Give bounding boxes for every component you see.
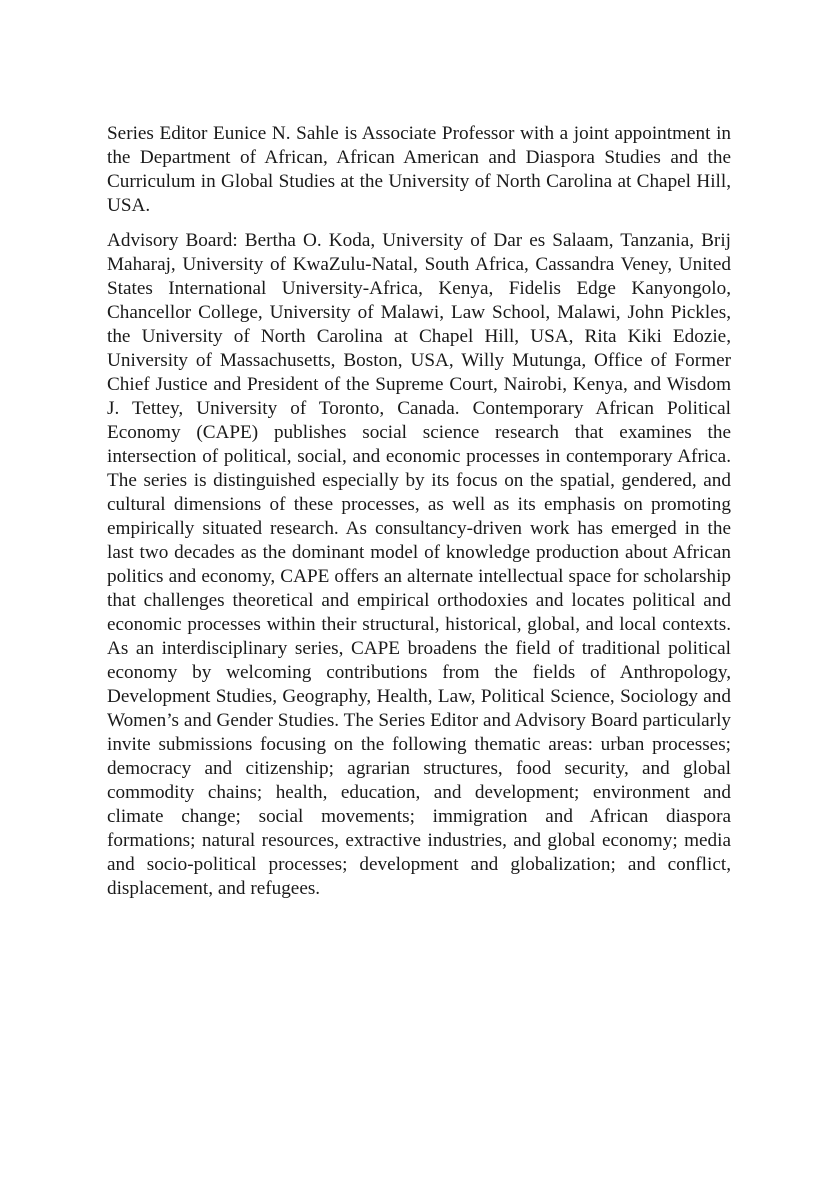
advisory-board-paragraph: Advisory Board: Bertha O. Koda, University of Dar es Salaam, Tanzania, Brij Maharaj, University of KwaZulu-Natal, South Africa, Cassandra Veney, United States International University-Africa, Kenya, Fidelis Edge Kanyongolo, Chancellor College, University of Malawi, Law School, Malawi, John Pickles, the University of North Carolina at Chapel Hill, USA, Rita Kiki Edozie, University of Massachusetts, Boston, USA, Willy Mutunga, Office of Former Chief Justice and President of the Supreme Court, Nairobi, Kenya, and Wisdom J. Tettey, University of Toronto, Canada. Contemporary African Political Economy (CAPE) publishes social science research that examines the intersection of political, social, and economic processes in contemporary Africa. The series is distinguished especially by its focus on the spatial, gendered, and cultural dimensions of these processes, as well as its emphasis on promoting empirically situated research. As consultancy-driven work has emerged in the last two decades as the dominant model of knowledge production about African politics and economy, CAPE offers an alternate intellectual space for scholarship that challenges theoretical and empirical orthodoxies and locates political and economic processes within their structural, historical, global, and local contexts. As an interdisciplinary series, CAPE broadens the field of traditional political economy by welcoming contributions from the fields of Anthropology, Development Studies, Geography, Health, Law, Political Science, Sociology and Women’s and Gender Studies. The Series Editor and Advisory Board particularly invite submissions focusing on the following thematic areas: urban processes; democracy and citizenship; agrarian structures, food security, and global commodity chains; health, education, and development; environment and climate change; social movements; immigration and African diaspora formations; natural resources, extractive industries, and global economy; media and socio-political processes; development and globalization; and conflict, displacement, and refugees. <box>107 230 731 899</box>
document-body <box>107 122 731 901</box>
series-editor-paragraph: Series Editor Eunice N. Sahle is Associate Professor with a joint appointment in the Department of African, African American and Diaspora Studies and the Curriculum in Global Studies at the University of North Carolina at Chapel Hill, USA. <box>107 123 731 216</box>
